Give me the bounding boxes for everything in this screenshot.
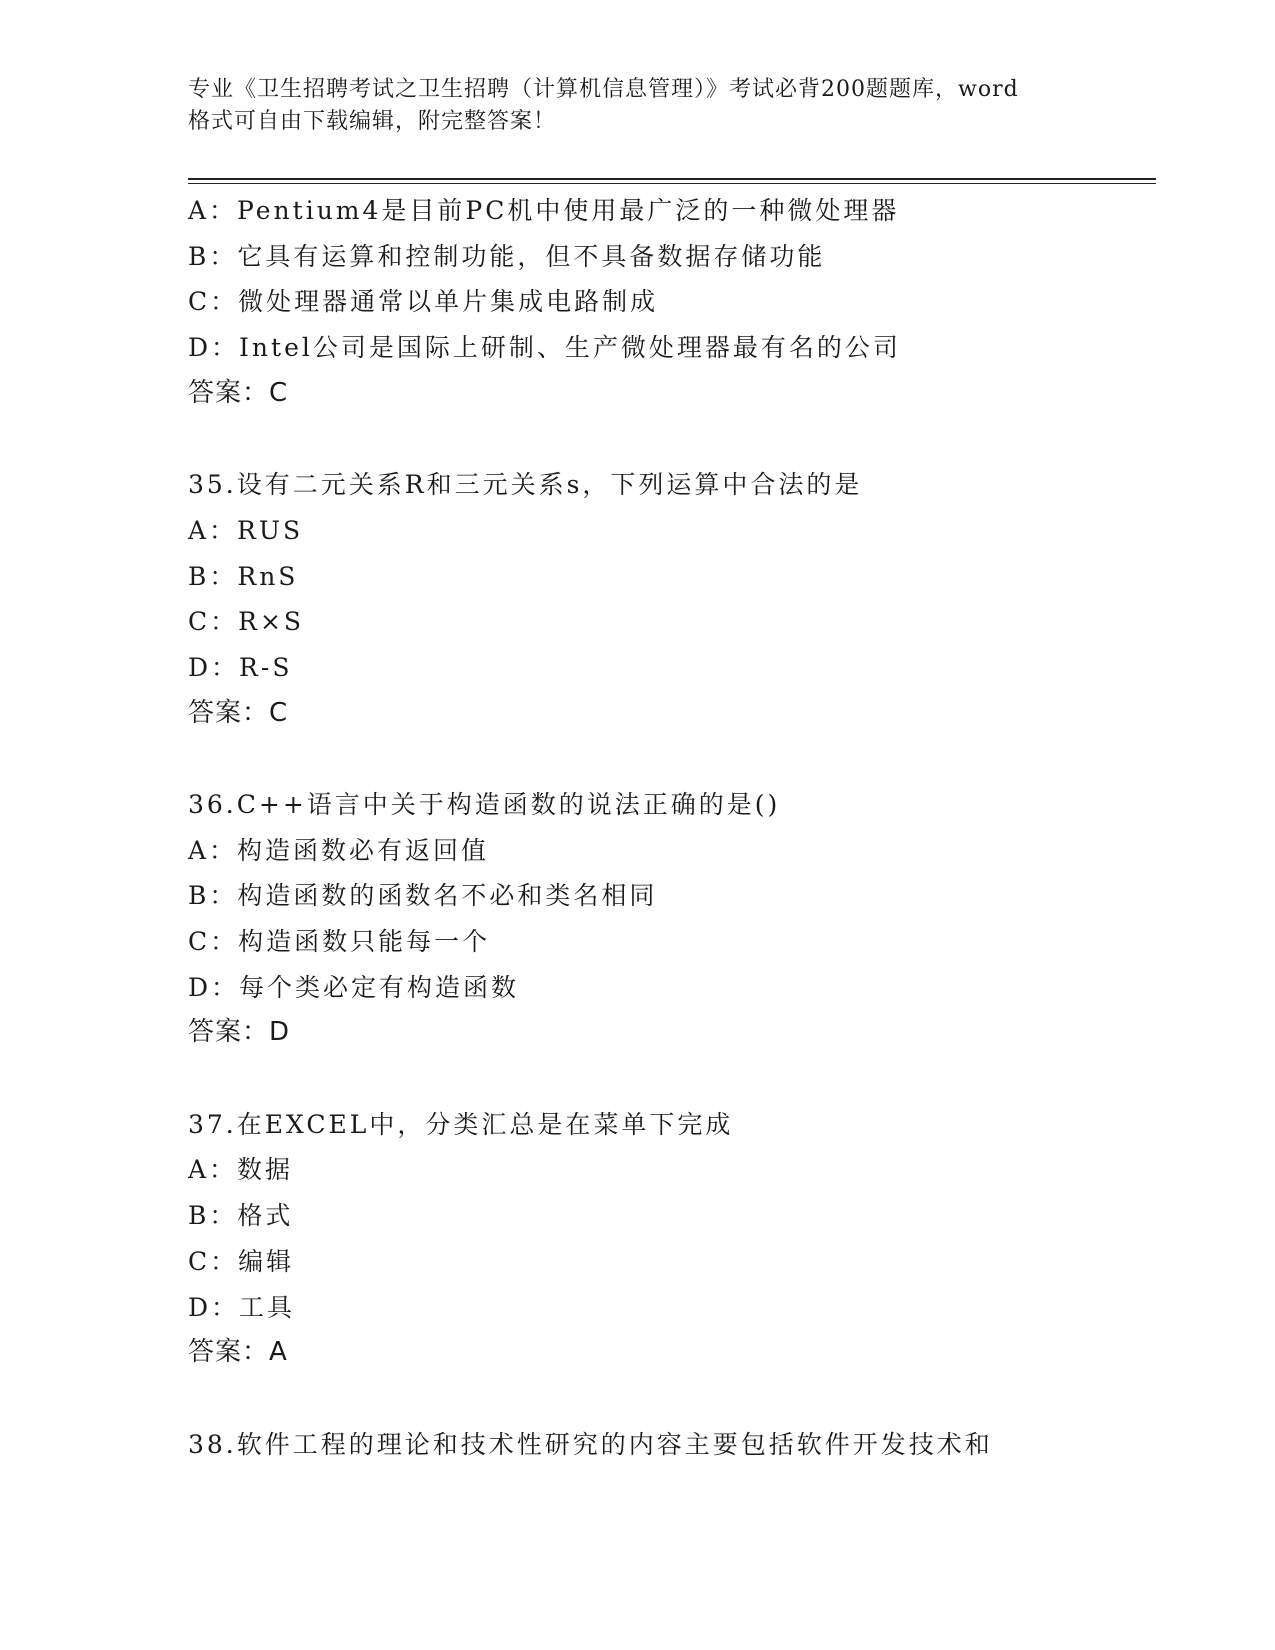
question-stem: 35.设有二元关系R和三元关系s，下列运算中合法的是: [188, 470, 863, 500]
option-a: A：数据: [188, 1155, 294, 1185]
answer: 答案：A: [188, 1337, 288, 1368]
spacer: [188, 1056, 1148, 1102]
header-divider-thick: [188, 178, 1156, 180]
spacer: [188, 736, 1148, 782]
answer: 答案：C: [188, 697, 289, 728]
question-block-35: [188, 462, 1148, 736]
answer: 答案：D: [188, 1017, 291, 1048]
option-c: C：微处理器通常以单片集成电路制成: [188, 287, 659, 317]
spacer: [188, 416, 1148, 462]
option-b: B：格式: [188, 1201, 294, 1231]
option-b: B：它具有运算和控制功能，但不具备数据存储功能: [188, 241, 826, 271]
question-block-37: [188, 1102, 1148, 1376]
question-block-36: [188, 782, 1148, 1056]
question-stem: 36.C++语言中关于构造函数的说法正确的是(): [188, 789, 781, 819]
document-header: [188, 74, 1088, 138]
option-c: C：编辑: [188, 1246, 295, 1276]
option-d: D：每个类必定有构造函数: [188, 972, 520, 1002]
header-line-1: 专业《卫生招聘考试之卫生招聘（计算机信息管理）》考试必背200题题库，word: [188, 77, 1019, 102]
header-divider-thin: [188, 183, 1156, 184]
spacer: [188, 1376, 1148, 1422]
option-b: B：RnS: [188, 561, 299, 591]
question-block-34: [188, 188, 1148, 416]
question-stem: 38.软件工程的理论和技术性研究的内容主要包括软件开发技术和: [188, 1429, 993, 1459]
option-a: A：Pentium4是目前PC机中使用最广泛的一种微处理器: [188, 196, 900, 225]
option-c: C：构造函数只能每一个: [188, 927, 491, 956]
answer: 答案：C: [188, 377, 289, 408]
option-a: A：RUS: [188, 515, 304, 545]
question-list: [188, 188, 1148, 1467]
option-c: C：R×S: [188, 607, 305, 637]
option-a: A：构造函数必有返回值: [188, 835, 490, 865]
header-line-2: 格式可自由下载编辑，附完整答案！: [188, 109, 557, 134]
question-stem: 37.在EXCEL中，分类汇总是在菜单下完成: [188, 1109, 734, 1139]
question-block-38: [188, 1422, 1148, 1468]
option-d: D：工具: [188, 1292, 296, 1322]
option-b: B：构造函数的函数名不必和类名相同: [188, 881, 658, 911]
option-d: D：R-S: [188, 652, 293, 682]
option-d: D：Intel公司是国际上研制、生产微处理器最有名的公司: [188, 333, 901, 363]
